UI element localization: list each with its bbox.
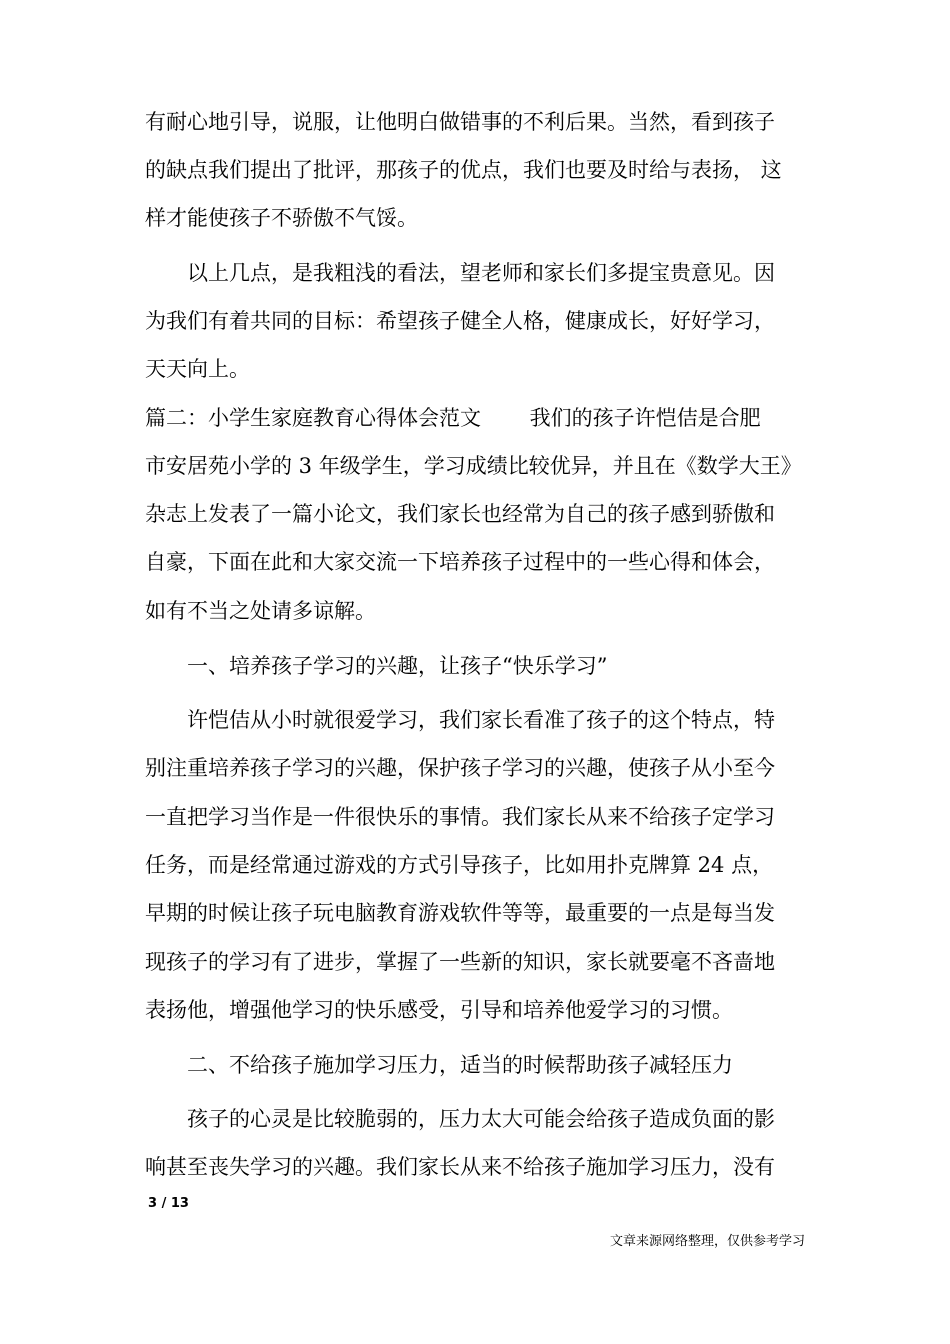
text-line: 天天向上。 (145, 357, 250, 381)
text-line: 以上几点，是我粗浅的看法，望老师和家长们多提宝贵意见。因 (145, 261, 775, 285)
text-line: 表扬他，增强他学习的快乐感受，引导和培养他爱学习的习惯。 (145, 998, 733, 1022)
text-line: 早期的时候让孩子玩电脑教育游戏软件等等，最重要的一点是每当发 (145, 901, 775, 925)
text-line: 现孩子的学习有了进步，掌握了一些新的知识，家长就要毫不吝啬地 (145, 950, 775, 974)
text-line: 为我们有着共同的目标：希望孩子健全人格，健康成长，好好学习， (145, 309, 775, 333)
text-line: 任务，而是经常通过游戏的方式引导孩子，比如用扑克牌算 24 点， (145, 853, 774, 877)
subheading-line: 一、培养孩子学习的兴趣，让孩子“快乐学习” (145, 654, 608, 678)
text-line: 别注重培养孩子学习的兴趣，保护孩子学习的兴趣，使孩子从小至今 (145, 756, 775, 780)
section-heading-line: 篇二：小学生家庭教育心得体会范文 我们的孩子许恺佶是合肥 (145, 406, 761, 430)
text-line: 一直把学习当作是一件很快乐的事情。我们家长从来不给孩子定学习 (145, 805, 775, 829)
text-line: 样才能使孩子不骄傲不气馁。 (145, 206, 418, 230)
text-line: 如有不当之处请多谅解。 (145, 599, 376, 623)
text-line: 许恺佶从小时就很爱学习，我们家长看准了孩子的这个特点，特 (145, 708, 775, 732)
text-line: 响甚至丧失学习的兴趣。我们家长从来不给孩子施加学习压力，没有 (145, 1155, 775, 1179)
text-line: 的缺点我们提出了批评，那孩子的优点，我们也要及时给与表扬， 这 (145, 158, 782, 182)
text-line: 市安居苑小学的 3 年级学生，学习成绩比较优异，并且在《数学大王》 (145, 454, 802, 478)
page-number: 3 / 13 (148, 1196, 189, 1211)
text-line: 自豪，下面在此和大家交流一下培养孩子过程中的一些心得和体会， (145, 550, 775, 574)
footer-note: 文章来源网络整理，仅供参考学习 (609, 1234, 805, 1249)
text-line: 孩子的心灵是比较脆弱的，压力太大可能会给孩子造成负面的影 (145, 1107, 775, 1131)
subheading-line: 二、不给孩子施加学习压力，适当的时候帮助孩子减轻压力 (145, 1053, 733, 1077)
text-line: 杂志上发表了一篇小论文，我们家长也经常为自己的孩子感到骄傲和 (145, 502, 775, 526)
text-line: 有耐心地引导，说服，让他明白做错事的不利后果。当然，看到孩子 (145, 110, 775, 134)
